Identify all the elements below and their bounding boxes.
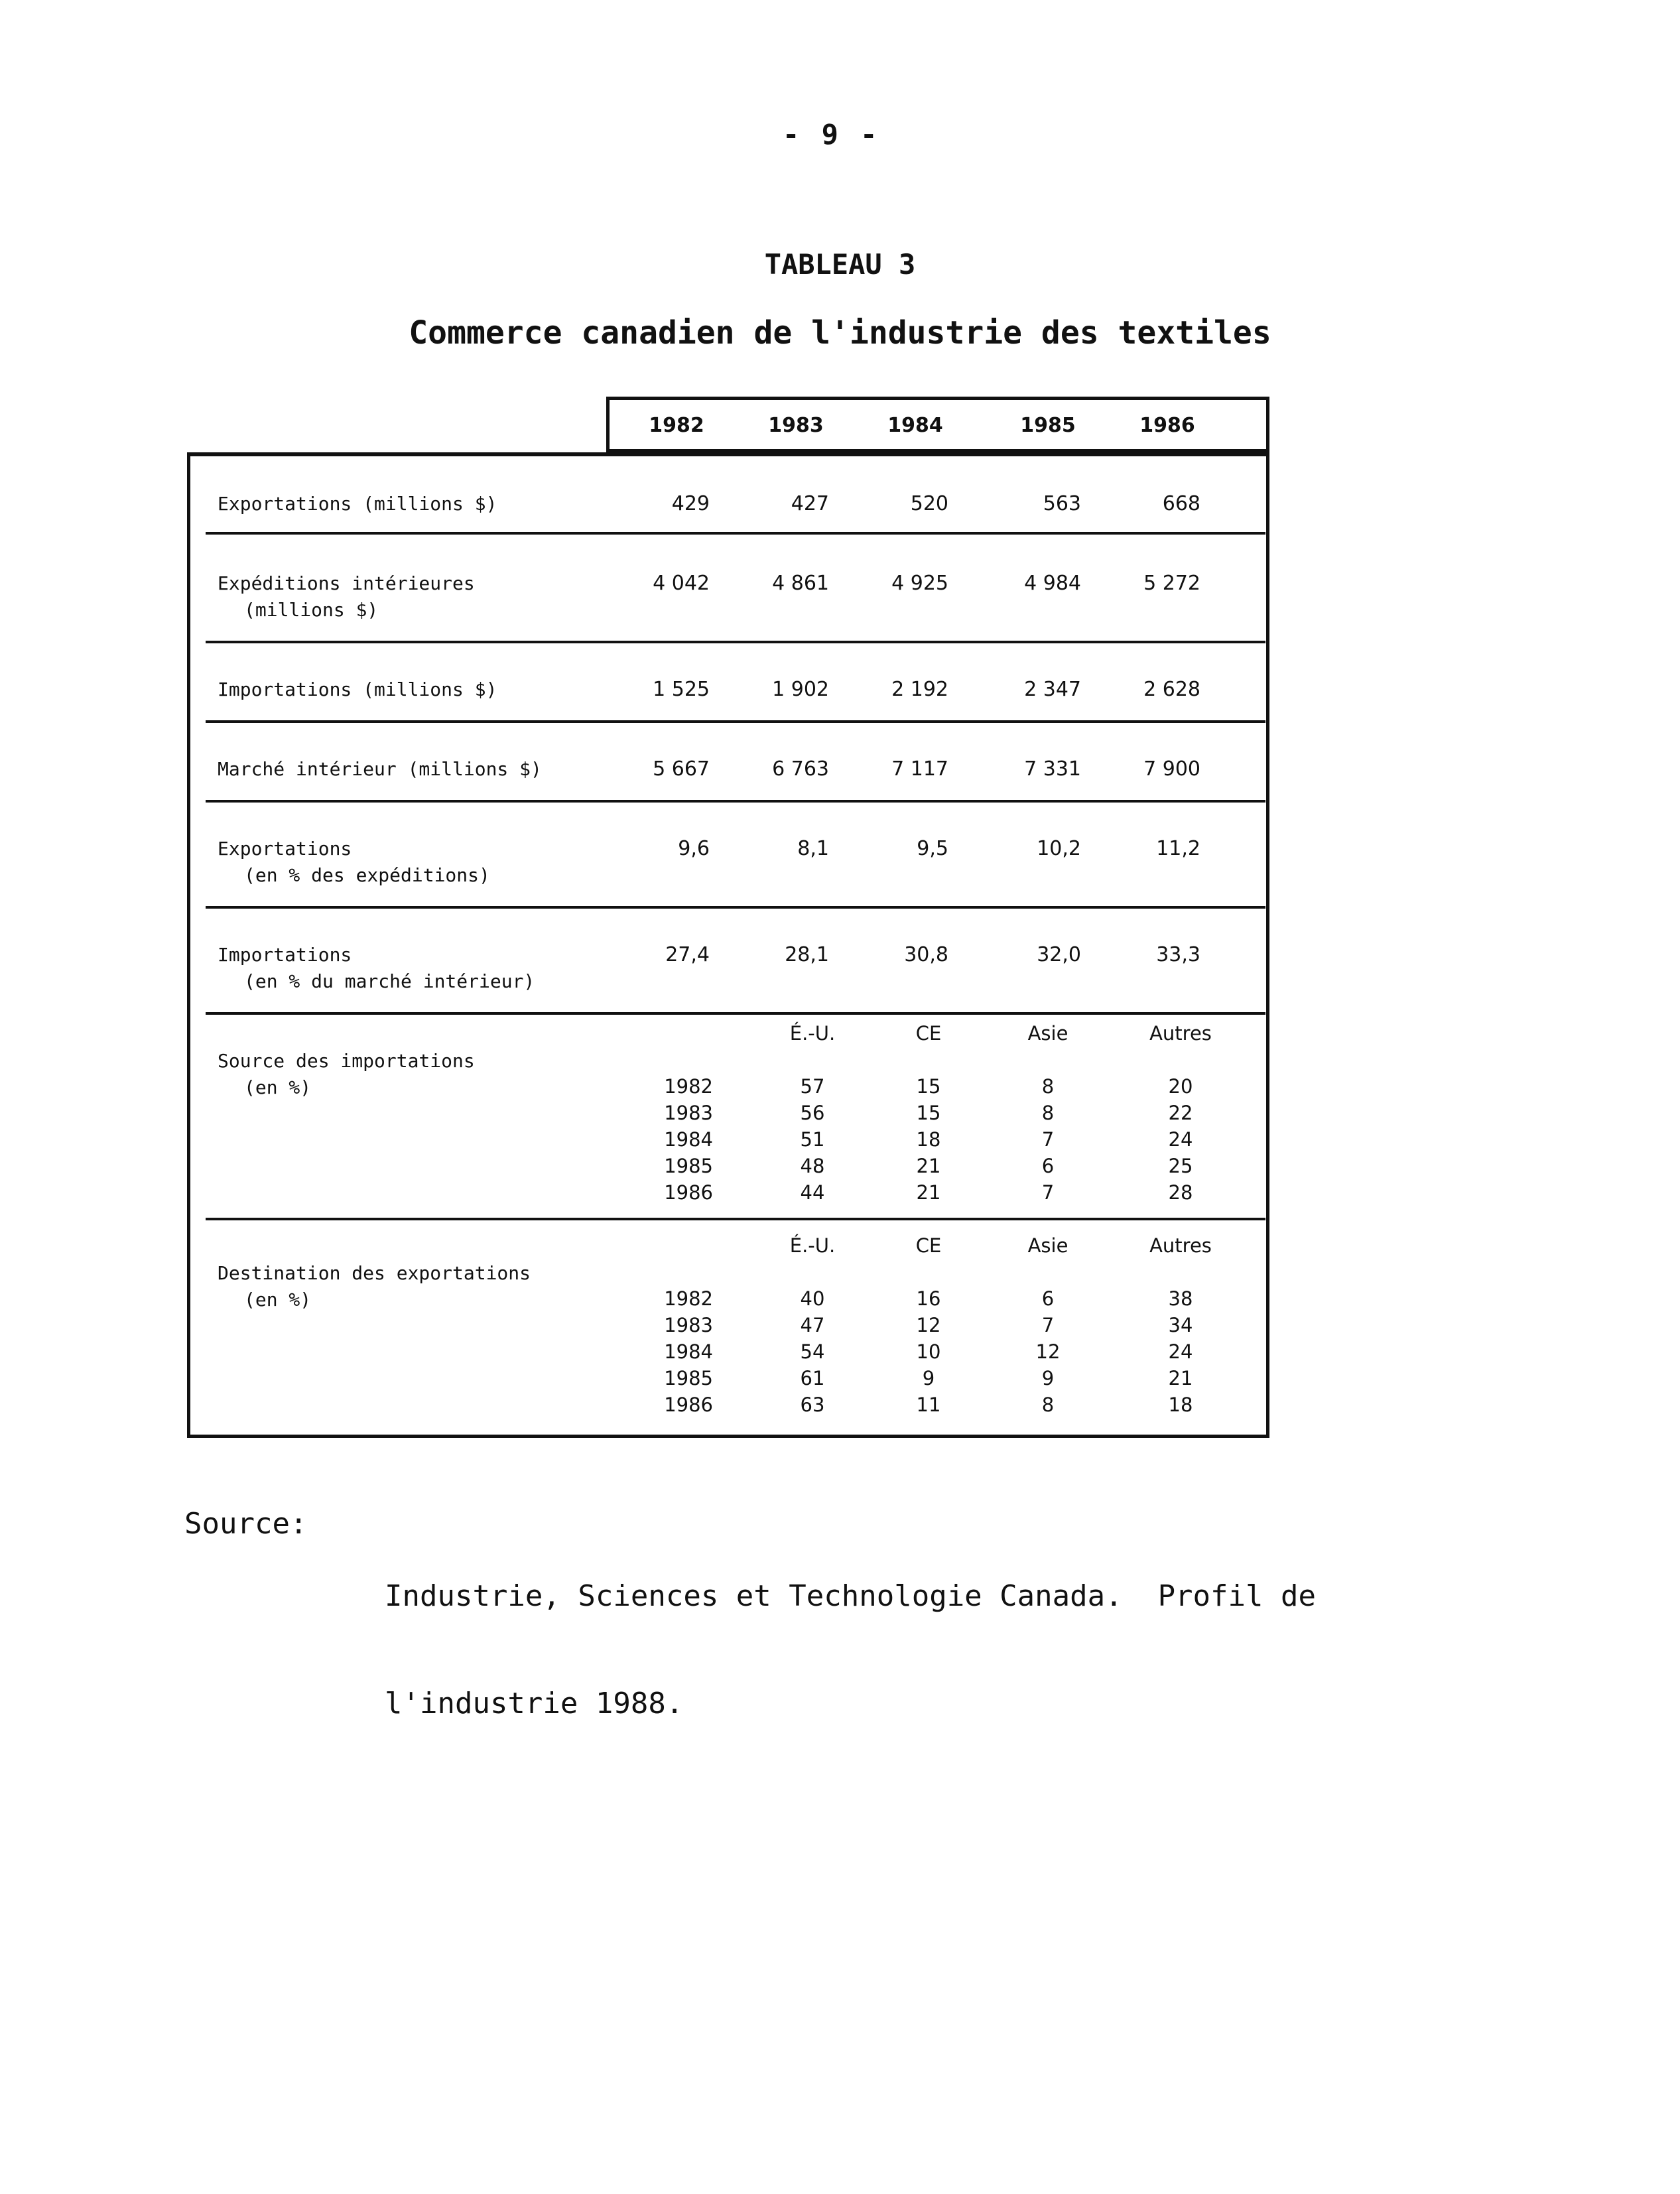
row-label: (en % des expéditions) bbox=[244, 864, 490, 886]
source-line: Industrie, Sciences et Technologie Canada. Profil de bbox=[385, 1579, 1316, 1613]
export-destination-cell: 8 bbox=[1041, 1393, 1055, 1416]
row-separator bbox=[206, 800, 1265, 803]
export-destination-column-header: É.-U. bbox=[789, 1234, 836, 1257]
export-destination-cell: 12 bbox=[1035, 1340, 1061, 1363]
import-source-cell: 56 bbox=[800, 1102, 825, 1124]
row-separator bbox=[206, 1012, 1265, 1015]
cell-value: 30,8 bbox=[904, 943, 948, 966]
export-destination-cell: 38 bbox=[1168, 1287, 1193, 1310]
export-destination-cell: 24 bbox=[1168, 1340, 1193, 1363]
export-destination-year: 1983 bbox=[664, 1314, 713, 1336]
row-label: Importations (millions $) bbox=[218, 678, 497, 700]
row-separator bbox=[206, 720, 1265, 723]
row-label: (millions $) bbox=[244, 599, 379, 621]
year-header: 1984 bbox=[887, 414, 943, 437]
cell-value: 427 bbox=[791, 492, 829, 515]
year-header: 1985 bbox=[1020, 414, 1076, 437]
table-label: TABLEAU 3 bbox=[764, 248, 916, 281]
export-destination-cell: 11 bbox=[916, 1393, 941, 1416]
export-destination-cell: 21 bbox=[1168, 1367, 1193, 1389]
row-label: Exportations bbox=[218, 838, 352, 860]
cell-value: 9,5 bbox=[917, 837, 948, 860]
cell-value: 4 042 bbox=[653, 572, 710, 595]
export-destination-cell: 54 bbox=[800, 1340, 825, 1363]
cell-value: 33,3 bbox=[1156, 943, 1200, 966]
export-destination-cell: 9 bbox=[922, 1367, 935, 1389]
import-source-cell: 6 bbox=[1041, 1155, 1055, 1177]
import-source-year: 1982 bbox=[664, 1075, 713, 1098]
cell-value: 11,2 bbox=[1156, 837, 1200, 860]
import-source-cell: 8 bbox=[1041, 1102, 1055, 1124]
row-label: Expéditions intérieures bbox=[218, 572, 475, 594]
export-destination-label: Destination des exportations bbox=[218, 1262, 531, 1284]
import-source-cell: 7 bbox=[1041, 1128, 1055, 1151]
export-destination-year: 1986 bbox=[664, 1393, 713, 1416]
cell-value: 563 bbox=[1043, 492, 1081, 515]
export-destination-cell: 47 bbox=[800, 1314, 825, 1336]
import-source-cell: 20 bbox=[1168, 1075, 1193, 1098]
import-source-cell: 8 bbox=[1041, 1075, 1055, 1098]
import-source-column-header: É.-U. bbox=[789, 1022, 836, 1045]
import-source-cell: 57 bbox=[800, 1075, 825, 1098]
export-destination-label: (en %) bbox=[244, 1289, 312, 1311]
import-source-column-header: CE bbox=[915, 1022, 942, 1045]
import-source-cell: 21 bbox=[916, 1181, 941, 1204]
cell-value: 7 900 bbox=[1143, 757, 1200, 781]
row-label: (en % du marché intérieur) bbox=[244, 970, 535, 992]
row-separator bbox=[206, 906, 1265, 909]
source-line: l'industrie 1988. bbox=[385, 1687, 684, 1720]
cell-value: 1 525 bbox=[653, 678, 710, 701]
import-source-cell: 44 bbox=[800, 1181, 825, 1204]
source-label: Source: bbox=[184, 1507, 308, 1541]
cell-value: 4 861 bbox=[772, 572, 829, 595]
export-destination-cell: 7 bbox=[1041, 1314, 1055, 1336]
cell-value: 4 984 bbox=[1024, 572, 1081, 595]
cell-value: 1 902 bbox=[772, 678, 829, 701]
cell-value: 5 667 bbox=[653, 757, 710, 781]
year-header: 1982 bbox=[649, 414, 704, 437]
cell-value: 668 bbox=[1162, 492, 1200, 515]
import-source-column-header: Autres bbox=[1149, 1022, 1212, 1045]
export-destination-cell: 61 bbox=[800, 1367, 825, 1389]
cell-value: 28,1 bbox=[785, 943, 829, 966]
import-source-cell: 21 bbox=[916, 1155, 941, 1177]
import-source-cell: 15 bbox=[916, 1075, 941, 1098]
cell-value: 32,0 bbox=[1037, 943, 1081, 966]
import-source-cell: 22 bbox=[1168, 1102, 1193, 1124]
export-destination-cell: 18 bbox=[1168, 1393, 1193, 1416]
row-separator bbox=[206, 532, 1265, 535]
export-destination-cell: 10 bbox=[916, 1340, 941, 1363]
cell-value: 8,1 bbox=[797, 837, 829, 860]
import-source-label: Source des importations bbox=[218, 1050, 475, 1072]
export-destination-column-header: Autres bbox=[1149, 1234, 1212, 1257]
export-destination-cell: 12 bbox=[916, 1314, 941, 1336]
row-label: Importations bbox=[218, 944, 352, 966]
export-destination-cell: 9 bbox=[1041, 1367, 1055, 1389]
import-source-year: 1983 bbox=[664, 1102, 713, 1124]
import-source-cell: 18 bbox=[916, 1128, 941, 1151]
import-source-year: 1985 bbox=[664, 1155, 713, 1177]
export-destination-cell: 40 bbox=[800, 1287, 825, 1310]
cell-value: 4 925 bbox=[891, 572, 948, 595]
source-citation bbox=[385, 1507, 1316, 1758]
year-header: 1986 bbox=[1139, 414, 1195, 437]
export-destination-year: 1985 bbox=[664, 1367, 713, 1389]
import-source-cell: 7 bbox=[1041, 1181, 1055, 1204]
import-source-column-header: Asie bbox=[1027, 1022, 1068, 1045]
cell-value: 7 117 bbox=[891, 757, 948, 781]
export-destination-cell: 16 bbox=[916, 1287, 941, 1310]
cell-value: 2 347 bbox=[1024, 678, 1081, 701]
export-destination-cell: 34 bbox=[1168, 1314, 1193, 1336]
import-source-label: (en %) bbox=[244, 1076, 312, 1098]
export-destination-year: 1984 bbox=[664, 1340, 713, 1363]
cell-value: 2 628 bbox=[1143, 678, 1200, 701]
cell-value: 6 763 bbox=[772, 757, 829, 781]
table-title: Commerce canadien de l'industrie des textiles bbox=[409, 314, 1271, 352]
import-source-cell: 51 bbox=[800, 1128, 825, 1151]
export-destination-cell: 63 bbox=[800, 1393, 825, 1416]
cell-value: 429 bbox=[671, 492, 710, 515]
cell-value: 520 bbox=[910, 492, 948, 515]
row-label: Marché intérieur (millions $) bbox=[218, 758, 542, 780]
cell-value: 10,2 bbox=[1037, 837, 1081, 860]
cell-value: 7 331 bbox=[1024, 757, 1081, 781]
cell-value: 9,6 bbox=[678, 837, 710, 860]
export-destination-column-header: Asie bbox=[1027, 1234, 1068, 1257]
import-source-cell: 28 bbox=[1168, 1181, 1193, 1204]
import-source-cell: 25 bbox=[1168, 1155, 1193, 1177]
export-destination-cell: 6 bbox=[1041, 1287, 1055, 1310]
import-source-year: 1984 bbox=[664, 1128, 713, 1151]
cell-value: 27,4 bbox=[665, 943, 710, 966]
year-header: 1983 bbox=[768, 414, 824, 437]
cell-value: 5 272 bbox=[1143, 572, 1200, 595]
cell-value: 2 192 bbox=[891, 678, 948, 701]
page-number: - 9 - bbox=[783, 118, 880, 151]
row-separator bbox=[206, 1218, 1265, 1220]
import-source-year: 1986 bbox=[664, 1181, 713, 1204]
import-source-cell: 48 bbox=[800, 1155, 825, 1177]
export-destination-column-header: CE bbox=[915, 1234, 942, 1257]
row-label: Exportations (millions $) bbox=[218, 493, 497, 515]
row-separator bbox=[206, 641, 1265, 643]
import-source-cell: 15 bbox=[916, 1102, 941, 1124]
export-destination-year: 1982 bbox=[664, 1287, 713, 1310]
import-source-cell: 24 bbox=[1168, 1128, 1193, 1151]
